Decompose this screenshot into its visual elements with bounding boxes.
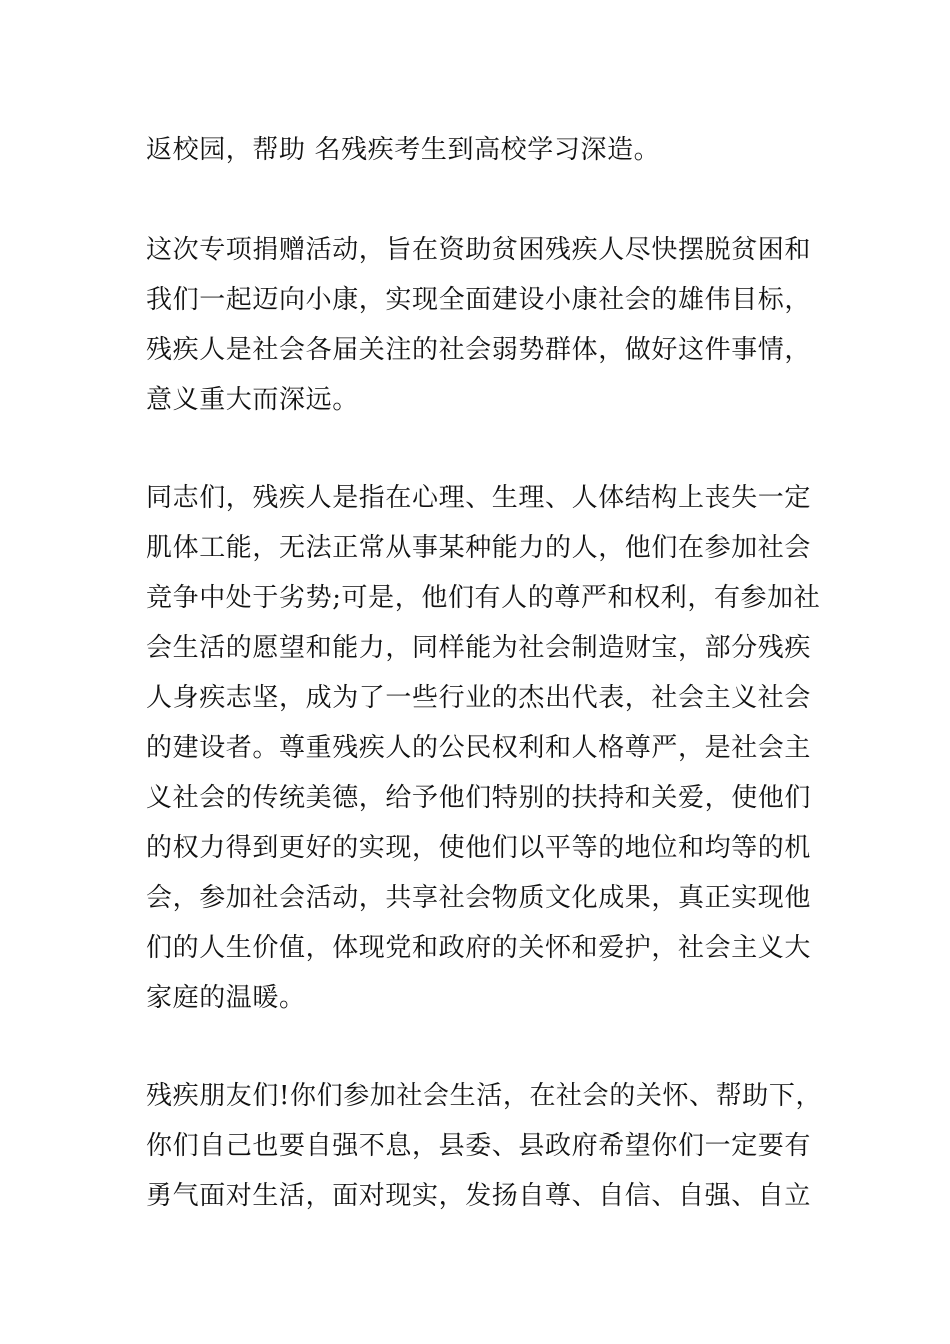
paragraph-3-line-3: 竞争中处于劣势;可是，他们有人的尊严和权利，有参加社: [146, 583, 821, 613]
paragraph-3-line-2: 肌体工能，无法正常从事某种能力的人，他们在参加社会: [146, 533, 812, 563]
paragraph-4-line-1: 残疾朋友们!你们参加社会生活，在社会的关怀、帮助下，: [146, 1081, 823, 1111]
paragraph-3-line-8: 的权力得到更好的实现，使他们以平等的地位和均等的机: [146, 833, 812, 863]
paragraph-3-line-7: 义社会的传统美德，给予他们特别的扶持和关爱，使他们: [146, 783, 812, 813]
paragraph-4-line-2: 你们自己也要自强不息，县委、县政府希望你们一定要有: [146, 1131, 812, 1161]
paragraph-1-line-1: 返校园，帮助 名残疾考生到高校学习深造。: [146, 135, 661, 165]
paragraph-2-line-4: 意义重大而深远。: [146, 385, 359, 415]
paragraph-2-line-3: 残疾人是社会各届关注的社会弱势群体，做好这件事情，: [146, 335, 812, 365]
paragraph-3-line-9: 会，参加社会活动，共享社会物质文化成果，真正实现他: [146, 883, 812, 913]
paragraph-2-line-1: 这次专项捐赠活动，旨在资助贫困残疾人尽快摆脱贫困和: [146, 235, 812, 265]
paragraph-3-line-6: 的建设者。尊重残疾人的公民权利和人格尊严，是社会主: [146, 733, 812, 763]
paragraph-3-line-10: 们的人生价值，体现党和政府的关怀和爱护，社会主义大: [146, 933, 812, 963]
paragraph-3-line-11: 家庭的温暖。: [146, 983, 306, 1013]
paragraph-2-line-2: 我们一起迈向小康，实现全面建设小康社会的雄伟目标，: [146, 285, 812, 315]
paragraph-3-line-5: 人身疾志坚，成为了一些行业的杰出代表，社会主义社会: [146, 683, 812, 713]
paragraph-3-line-1: 同志们，残疾人是指在心理、生理、人体结构上丧失一定: [146, 483, 812, 513]
paragraph-3-line-4: 会生活的愿望和能力，同样能为社会制造财宝，部分残疾: [146, 633, 812, 663]
paragraph-4-line-3: 勇气面对生活，面对现实，发扬自尊、自信、自强、自立: [146, 1181, 812, 1211]
